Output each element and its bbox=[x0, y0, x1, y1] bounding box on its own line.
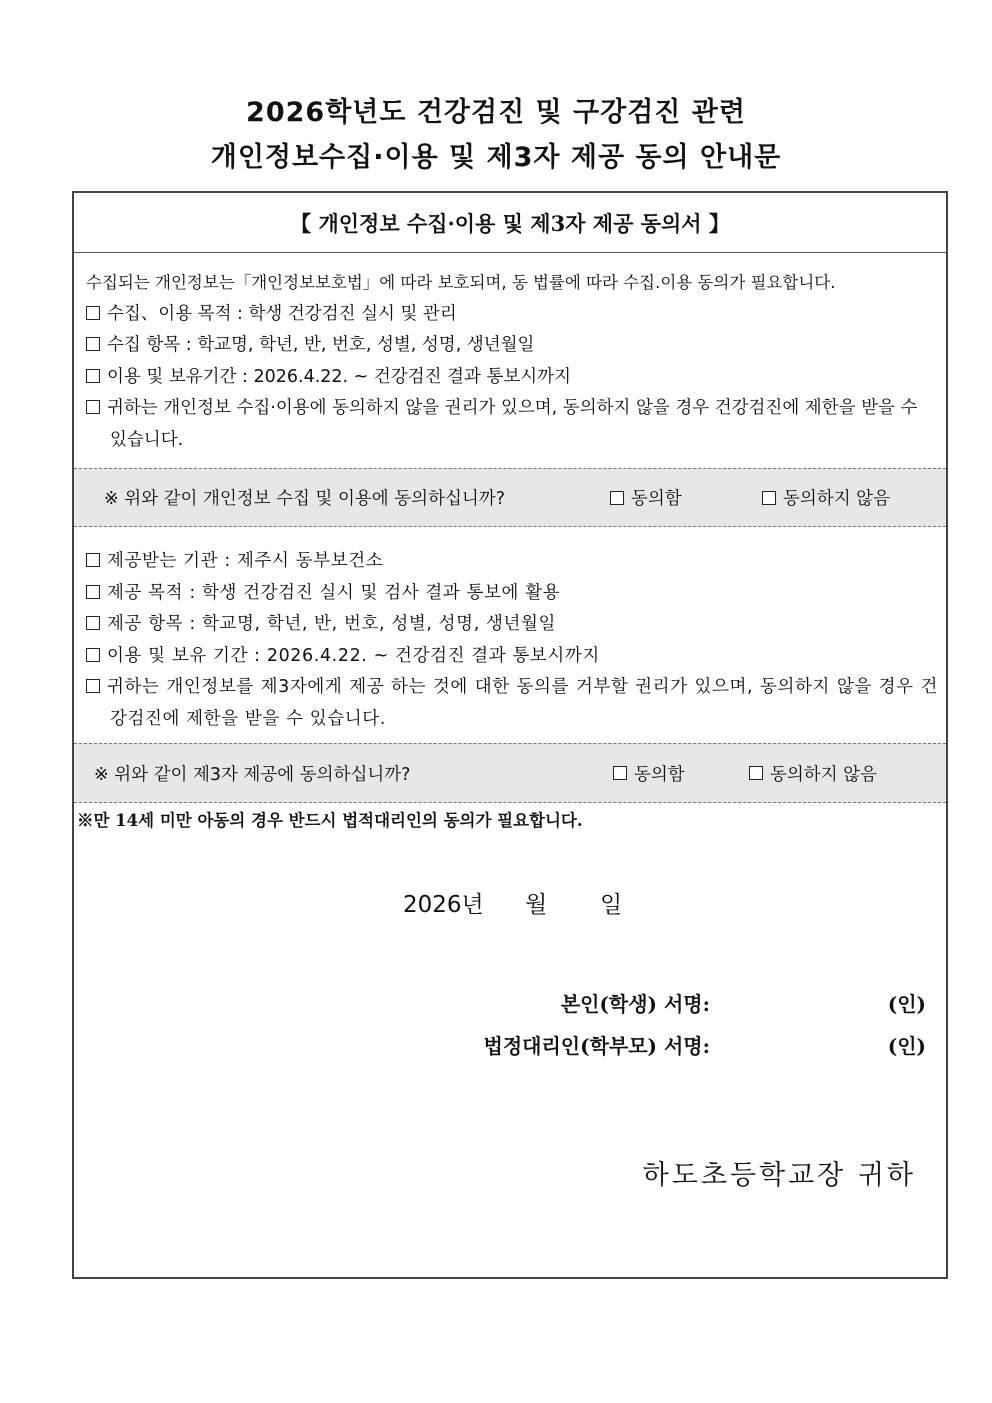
checkbox-bullet-icon bbox=[86, 306, 100, 320]
form-heading: 【 개인정보 수집·이용 및 제3자 제공 동의서 】 bbox=[74, 193, 946, 253]
list-item-text: 이용 및 보유기간 : 2026.4.22. ~ 건강검진 결과 통보시까지 bbox=[107, 366, 571, 387]
checkbox-bullet-icon bbox=[86, 585, 100, 599]
third-party-section bbox=[86, 546, 938, 735]
list-item-text: 수집、이용 목적 : 학생 건강검진 실시 및 관리 bbox=[107, 303, 457, 324]
disagree-label: 동의하지 않음 bbox=[783, 489, 890, 509]
list-item bbox=[86, 578, 938, 610]
collection-agree-option[interactable] bbox=[610, 469, 682, 526]
collection-intro: 수집되는 개인정보는「개인정보보호법」에 따라 보호되며, 동 법률에 따라 수집.이용 동의가 필요합니다. bbox=[86, 273, 836, 292]
list-item-text: 수집 항목 : 학교명, 학년, 반, 번호, 성별, 성명, 생년월일 bbox=[107, 335, 535, 355]
third-party-consent-question: ※ 위와 같이 제3자 제공에 동의하십니까? bbox=[94, 764, 411, 785]
addressee: 하도초등학교장 귀하 bbox=[642, 1160, 916, 1191]
list-item-text: 귀하는 개인정보 수집·이용에 동의하지 않을 권리가 있으며, 동의하지 않을 경우 건강검진에 제한을 받을 수 있습니다. bbox=[107, 398, 918, 450]
third-party-agree-option[interactable] bbox=[613, 744, 685, 802]
student-signature-label: 본인(학생) 서명: bbox=[560, 992, 710, 1016]
checkbox-bullet-icon bbox=[86, 616, 100, 630]
checkbox-icon[interactable] bbox=[610, 491, 624, 505]
agree-label: 동의함 bbox=[631, 489, 682, 509]
list-item bbox=[86, 546, 938, 578]
agree-label: 동의함 bbox=[634, 764, 685, 785]
checkbox-bullet-icon bbox=[86, 553, 100, 567]
disagree-label: 동의하지 않음 bbox=[770, 764, 877, 785]
collection-consent-row bbox=[74, 468, 946, 527]
student-seal-mark[interactable]: (인) bbox=[887, 992, 926, 1016]
checkbox-icon[interactable] bbox=[749, 766, 763, 780]
third-party-consent-row bbox=[74, 743, 946, 803]
guardian-seal-mark[interactable]: (인) bbox=[887, 1034, 926, 1058]
date-month: 월 bbox=[525, 892, 548, 918]
checkbox-bullet-icon bbox=[86, 337, 100, 351]
collection-disagree-option[interactable] bbox=[762, 469, 890, 526]
list-item bbox=[86, 609, 938, 641]
checkbox-icon[interactable] bbox=[762, 491, 776, 505]
checkbox-bullet-icon bbox=[86, 400, 100, 414]
checkbox-bullet-icon bbox=[86, 679, 100, 693]
list-item bbox=[86, 362, 938, 394]
date-year: 2026년 bbox=[403, 892, 484, 918]
list-item bbox=[86, 330, 938, 362]
consent-form bbox=[72, 191, 948, 1279]
checkbox-bullet-icon bbox=[86, 369, 100, 383]
list-item-text: 귀하는 개인정보를 제3자에게 제공 하는 것에 대한 동의를 거부할 권리가 있으며, 동의하지 않을 경우 건강검진에 제한을 받을 수 있습니다. bbox=[107, 677, 938, 729]
checkbox-icon[interactable] bbox=[613, 766, 627, 780]
list-item bbox=[86, 299, 938, 331]
list-item-text: 제공받는 기관 : 제주시 동부보건소 bbox=[107, 551, 384, 571]
legal-guardian-note: ※만 14세 미만 아동의 경우 반드시 법적대리인의 동의가 필요합니다. bbox=[77, 811, 583, 830]
list-item-text: 제공 목적 : 학생 건강검진 실시 및 검사 결과 통보에 활용 bbox=[107, 582, 561, 603]
list-item bbox=[86, 672, 938, 735]
document-title-line2: 개인정보수집·이용 및 제3자 제공 동의 안내문 bbox=[210, 142, 782, 173]
checkbox-bullet-icon bbox=[86, 648, 100, 662]
guardian-signature-label: 법정대리인(학부모) 서명: bbox=[483, 1034, 710, 1058]
collection-section bbox=[86, 267, 938, 456]
collection-consent-question: ※ 위와 같이 개인정보 수집 및 이용에 동의하십니까? bbox=[104, 489, 505, 509]
document-title-line1: 2026학년도 건강검진 및 구강검진 관련 bbox=[246, 97, 746, 128]
date-day: 일 bbox=[600, 892, 623, 918]
list-item-text: 이용 및 보유 기간 : 2026.4.22. ~ 건강검진 결과 통보시까지 bbox=[107, 645, 600, 666]
list-item bbox=[86, 641, 938, 673]
third-party-disagree-option[interactable] bbox=[749, 744, 877, 802]
list-item-text: 제공 항목 : 학교명, 학년, 반, 번호, 성별, 성명, 생년월일 bbox=[107, 614, 557, 634]
list-item bbox=[86, 393, 938, 456]
